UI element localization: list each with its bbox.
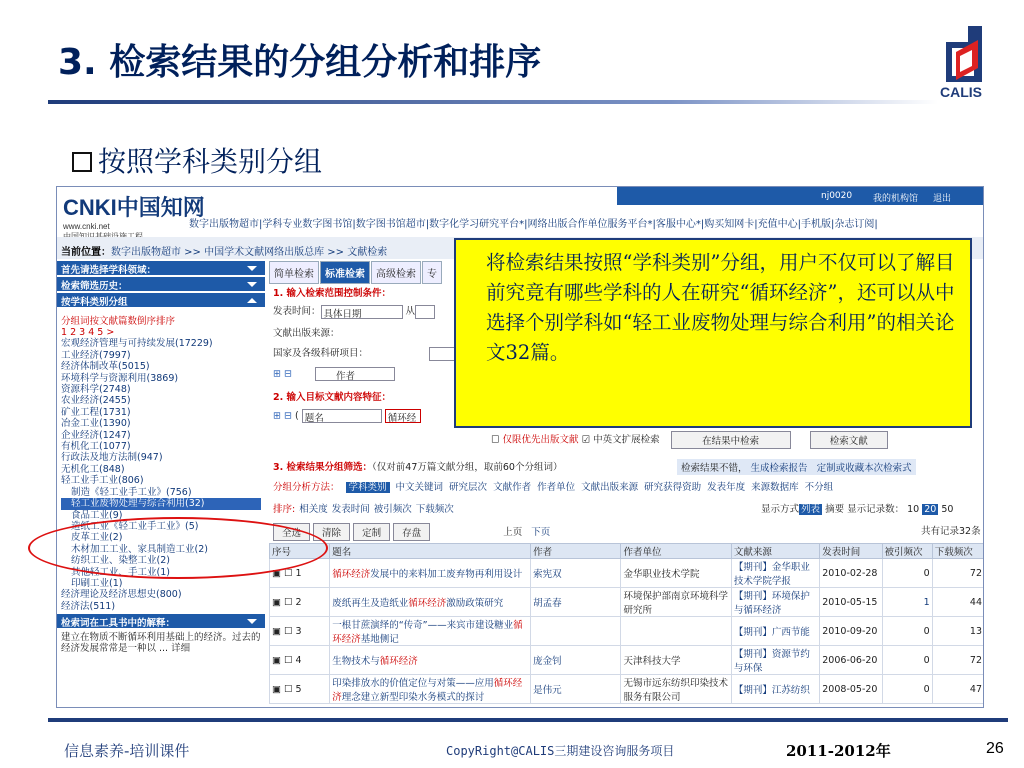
footer-left: 信息素养-培训课件 — [64, 742, 190, 760]
footer-year: 2011-2012年 — [786, 742, 891, 760]
site-header — [57, 187, 984, 233]
column-header[interactable]: 作者单位 — [621, 544, 731, 559]
tab-search-mode[interactable]: 高级检索 — [371, 261, 421, 284]
sort-by-label: 排序: — [273, 504, 296, 515]
tab-search-mode[interactable]: 简单检索 — [269, 261, 319, 284]
date-label: 发表时间： — [273, 306, 321, 317]
cn-en-checkbox[interactable]: 中英文扩展检索 — [593, 434, 660, 446]
subject-item[interactable]: 无机化工(848) — [61, 463, 125, 475]
footer-divider — [48, 718, 1008, 722]
tab-search-mode[interactable]: 专 — [422, 261, 442, 284]
next-page[interactable]: 下页 — [531, 526, 551, 538]
subject-item[interactable]: 矿业工程(1731) — [61, 406, 131, 418]
subject-item[interactable]: 有机化工(1077) — [61, 441, 131, 453]
subject-item[interactable]: 农业经济(2455) — [61, 395, 131, 407]
prev-page[interactable]: 上页 — [503, 526, 523, 538]
result-note: 检索结果不错， — [681, 463, 748, 474]
step3-note: （仅对前47万篇文献分组，取前60个分组词） — [372, 462, 563, 473]
username: nj0020 — [821, 191, 853, 201]
subject-subitem[interactable]: 纺织工业、染整工业(2) — [71, 555, 170, 567]
subject-subitem[interactable]: 印刷工业(1) — [71, 577, 123, 589]
bullet-text: 按照学科类别分组 — [98, 145, 323, 178]
results-table — [269, 543, 984, 704]
group-option[interactable]: 不分组 — [804, 482, 834, 493]
term-input[interactable]: 循环经 — [385, 409, 421, 423]
user-bar — [617, 187, 984, 205]
column-header[interactable]: 作者 — [531, 544, 621, 559]
custom-link[interactable]: 定制或收藏本次检索式 — [816, 463, 912, 474]
save-button[interactable]: 存盘 — [393, 523, 430, 541]
step3-label: 3. 检索结果分组筛选： — [273, 462, 373, 473]
cell-cite: 0 — [882, 559, 932, 588]
group-option[interactable]: 研究获得资助 — [644, 482, 702, 493]
per-page-option[interactable]: 10 — [907, 504, 920, 515]
cell-source[interactable]: 【期刊】资源节约与环保 — [731, 646, 819, 675]
cell-dl: 13 — [932, 617, 984, 646]
source-label: 文献出版来源： — [273, 328, 340, 339]
subject-item[interactable]: 工业经济(7997) — [61, 349, 131, 361]
cell-author[interactable]: 索宪双 — [531, 559, 621, 588]
subject-item[interactable]: 宏观经济管理与可持续发展(17229) — [61, 338, 213, 350]
per-page-option[interactable]: 50 — [941, 504, 954, 515]
customize-button[interactable]: 定制 — [353, 523, 390, 541]
cell-n: ▣ ☐ 1 — [270, 559, 330, 588]
cell-source[interactable]: 【期刊】环境保护与循环经济 — [731, 588, 819, 617]
group-option[interactable]: 学科类别 — [346, 482, 390, 493]
cell-date: 2010-09-20 — [820, 617, 882, 646]
page-links[interactable]: 1 2 3 4 5 > — [61, 327, 115, 338]
calis-logo-text: CALIS — [940, 84, 982, 100]
cell-source[interactable]: 【期刊】广西节能 — [731, 617, 819, 646]
report-link[interactable]: 生成检索报告 — [750, 463, 808, 474]
abstract-mode-button[interactable]: 摘要 — [825, 504, 845, 515]
cell-date: 2010-05-15 — [820, 588, 882, 617]
title-select[interactable]: 题名 — [302, 409, 382, 423]
table-row[interactable] — [270, 675, 985, 704]
per-page-option[interactable]: 20 — [924, 504, 937, 515]
total-count: 共有记录32条 — [921, 526, 981, 537]
author-select[interactable]: 作者 — [315, 367, 395, 381]
save-icon[interactable]: ▣ ☐ — [272, 596, 296, 608]
subject-subitem[interactable]: 其他轻工业、手工业(1) — [71, 566, 170, 578]
step1-label: 1. 输入检索范围控制条件： — [273, 288, 392, 299]
my-org-link[interactable]: 我的机构馆 — [873, 194, 919, 204]
title-divider — [48, 100, 938, 104]
explain-head[interactable]: 检索词在工具书中的解释： — [57, 614, 265, 628]
sort-label[interactable]: 分组词按文献篇数倒序排序 — [61, 316, 176, 327]
search-button[interactable]: 检索文献 — [810, 431, 888, 449]
subject-group-head[interactable]: 按学科类别分组 — [57, 293, 265, 307]
footer-copyright: CopyRight@CALIS三期建设咨询服务项目 — [446, 744, 675, 758]
cell-author[interactable] — [531, 617, 621, 646]
table-row[interactable] — [270, 559, 985, 588]
column-header[interactable]: 被引频次 — [882, 544, 932, 559]
cell-author[interactable]: 庞金钊 — [531, 646, 621, 675]
group-option[interactable]: 作者单位 — [537, 482, 576, 493]
list-mode-button[interactable]: 列表 — [801, 504, 821, 515]
field-select-head[interactable]: 首先请选择学科领域： — [57, 261, 265, 275]
cell-date: 2006-06-20 — [820, 646, 882, 675]
cell-dl: 47 — [932, 675, 984, 704]
subject-subitem[interactable]: 食品工业(9) — [71, 509, 123, 521]
sort-option[interactable]: 被引频次 — [373, 504, 412, 515]
cell-date: 2008-05-20 — [820, 675, 882, 704]
group-option[interactable]: 中文关键词 — [395, 482, 444, 493]
cell-unit — [621, 617, 731, 646]
subject-item[interactable]: 经济体制改革(5015) — [61, 361, 150, 373]
subject-subitem[interactable]: 轻工业废物处理与综合利用(32) — [61, 498, 261, 509]
clear-button[interactable]: 清除 — [313, 523, 350, 541]
date-from-input[interactable] — [415, 305, 435, 319]
cell-cite: 0 — [882, 617, 932, 646]
step2-label: 2. 输入目标文献内容特征： — [273, 392, 392, 403]
save-icon[interactable]: ▣ ☐ — [272, 654, 296, 666]
tab-search-mode[interactable]: 标准检索 — [320, 261, 370, 284]
sort-option[interactable]: 相关度 — [299, 504, 328, 515]
select-all-button[interactable]: 全选 — [273, 523, 310, 541]
from-label: 从 — [405, 306, 416, 317]
per-page-label: 显示记录数： — [847, 504, 905, 515]
cell-title[interactable]: 印染排放水的价值定位与对策——应用循环经济理念建立新型印染水务模式的探讨 — [330, 675, 531, 704]
cell-unit: 天津科技大学 — [621, 646, 731, 675]
cell-cite: 0 — [882, 646, 932, 675]
cell-n: ▣ ☐ 2 — [270, 588, 330, 617]
save-icon[interactable]: ▣ ☐ — [272, 567, 296, 579]
cell-author[interactable]: 胡孟春 — [531, 588, 621, 617]
bullet-point — [72, 140, 322, 180]
highlight-ellipse — [28, 517, 328, 579]
group-option[interactable]: 发表年度 — [707, 482, 746, 493]
cell-unit: 无锡市远东纺织印染技术服务有限公司 — [621, 675, 731, 704]
cell-dl: 72 — [932, 646, 984, 675]
cell-cite: 0 — [882, 675, 932, 704]
subject-item[interactable]: 企业经济(1247) — [61, 429, 131, 441]
cell-n: ▣ ☐ 4 — [270, 646, 330, 675]
column-header[interactable]: 题名 — [330, 544, 531, 559]
group-label: 分组分析方法： — [273, 482, 340, 493]
column-header[interactable]: 发表时间 — [820, 544, 882, 559]
slide-title: 3. 检索结果的分组分析和排序 — [58, 42, 542, 83]
cell-unit: 金华职业技术学院 — [621, 559, 731, 588]
subject-item[interactable]: 经济法(511) — [61, 600, 116, 612]
search-panel: 简单检索 标准检索 高级检索 专 1. 输入检索范围控制条件： 发表时间： 具体日期 从 文献出版来源： 国家及各级科研项目： ⊞ ⊟ 作者 2. 输入目标文献内容特征： ⊞ ⊟ ( 题名 循环经 ☐ 仅限优先出版文献 ☑ 中英文扩展检索 在结果中检索 检索文献 3. 检索结果分组筛选：（仅对前47万篇文献分组，取前60个分组词） 检索结果不错， 生成检索报告 定制或收藏本次检索式 分组分析方法： 学科类别 中文关键词 研究层次 文献作者 作者单位 文献出版来源 研究获得资助 发表年度 来源数据库 不分组 排序: 相关度 发表时间 被引频次 下载频次 显示方式 列表 摘要 显示记录数： 10 20 50 全选 清除 定制 存盘 上页 下页 共有记录32条 序号 题名 作者 作者单位 文献来源 发表时间 被引频次 下载频次 ▣ ☐ 1 循环经济发展中的来料加工废弃物再利用设计 索宪双 金华职业技术学院 【期刊】金华职业技术学院学报 2010-02-28 0 72 ▣ ☐ 2 废纸再生及造纸业循环经济激励政策研究 胡孟春 环境保护部南京环境科学研究所 【期刊】环境保护与循环经济 2010-05-15 1 44 ▣ ☐ 3 一根甘蔗演绎的“传奇”——来宾市建设糖业循环经济基地侧记 【期刊】广西节能 2010-09-20 0 13 ▣ ☐ 4 生物技术与循环经济 庞金钊 天津科技大学 【期刊】资源节约与环保 2006-06-20 0 72 ▣ ☐ 5 印染排放水的价值定位与对策——应用循环经济理念建立新型印染水务模式的探讨 是伟元 无锡市远东纺织印染技术服务有限公司 【期刊】江苏纺织 2008-05-20 0 47 — [269, 261, 984, 708]
left-panel — [57, 261, 265, 708]
save-icon[interactable]: ▣ ☐ — [272, 683, 296, 695]
group-option[interactable]: 研究层次 — [449, 482, 488, 493]
column-header[interactable]: 下载频次 — [932, 544, 984, 559]
subject-subitem[interactable]: 制造《轻工业手工业》(756) — [71, 486, 192, 498]
date-select[interactable]: 具体日期 — [321, 305, 403, 319]
logout-link[interactable]: 退出 — [933, 194, 952, 204]
column-header[interactable]: 序号 — [270, 544, 330, 559]
subject-item[interactable]: 行政法及地方法制(947) — [61, 452, 163, 464]
group-option[interactable]: 文献出版来源 — [581, 482, 639, 493]
cell-dl: 72 — [932, 559, 984, 588]
subject-item[interactable]: 轻工业手工业(806) — [61, 475, 144, 487]
table-row[interactable] — [270, 646, 985, 675]
column-header[interactable]: 文献来源 — [731, 544, 819, 559]
cell-title[interactable]: 一根甘蔗演绎的“传奇”——来宾市建设糖业循环经济基地侧记 — [330, 617, 531, 646]
cell-cite: 1 — [882, 588, 932, 617]
subject-item[interactable]: 冶金工业(1390) — [61, 418, 131, 430]
cell-dl: 44 — [932, 588, 984, 617]
search-in-results-button[interactable]: 在结果中检索 — [671, 431, 791, 449]
cell-source[interactable]: 【期刊】金华职业技术学院学报 — [731, 559, 819, 588]
page-number: 26 — [986, 740, 1004, 757]
site-nav[interactable]: 数字出版物超市|学科专业数字图书馆|数字图书馆超市|数字化学习研究平台*|网络出版合作单位服务平台*|客服中心*|购买知网卡|充值中心|手机版|杂志订阅| — [189, 219, 878, 230]
group-option[interactable]: 来源数据库 — [751, 482, 799, 493]
subject-subitem[interactable]: 造纸工业《轻工业手工业》(5) — [71, 520, 199, 532]
cell-author[interactable]: 是伟元 — [531, 675, 621, 704]
subject-item[interactable]: 环境科学与资源利用(3869) — [61, 372, 179, 384]
cell-title[interactable]: 废纸再生及造纸业循环经济激励政策研究 — [330, 588, 531, 617]
subject-subitem[interactable]: 木材加工工业、家具制造工业(2) — [71, 543, 208, 555]
subject-item[interactable]: 经济理论及经济思想史(800) — [61, 589, 182, 601]
display-mode-label: 显示方式 — [761, 504, 800, 515]
save-icon[interactable]: ▣ ☐ — [272, 625, 296, 637]
square-bullet-icon — [72, 152, 92, 172]
cell-n: ▣ ☐ 3 — [270, 617, 330, 646]
cell-title[interactable]: 循环经济发展中的来料加工废弃物再利用设计 — [330, 559, 531, 588]
table-row[interactable] — [270, 588, 985, 617]
group-option[interactable]: 文献作者 — [493, 482, 532, 493]
cell-date: 2010-02-28 — [820, 559, 882, 588]
filter-history-head[interactable]: 检索筛选历史： — [57, 277, 265, 291]
explain-text: 建立在物质不断循环利用基础上的经济。过去的经济发展常常是一种以 ... 详细 — [61, 632, 261, 655]
priority-checkbox[interactable]: 仅限优先出版文献 — [502, 434, 579, 446]
subject-subitem[interactable]: 皮革工业(2) — [71, 532, 123, 544]
cell-title[interactable]: 生物技术与循环经济 — [330, 646, 531, 675]
breadcrumb: 当前位置：数字出版物超市 >> 中国学术文献网络出版总库 >> 文献检索 — [57, 237, 984, 259]
sort-option[interactable]: 发表时间 — [331, 504, 370, 515]
cell-n: ▣ ☐ 5 — [270, 675, 330, 704]
sort-option[interactable]: 下载频次 — [415, 504, 454, 515]
table-row[interactable] — [270, 617, 985, 646]
cell-source[interactable]: 【期刊】江苏纺织 — [731, 675, 819, 704]
callout-box: 将检索结果按照“学科类别”分组，用户不仅可以了解目前究竟有哪些学科的人在研究“循环经济”，还可以从中选择个别学科如“轻工业废物处理与综合利用”的相关论文32篇。 — [454, 238, 972, 428]
cnki-logo: CNKI中国知网 www.cnki.net — [63, 195, 205, 231]
cell-unit: 环境保护部南京环境科学研究所 — [621, 588, 731, 617]
subject-item[interactable]: 资源科学(2748) — [61, 384, 131, 396]
fund-label: 国家及各级科研项目： — [273, 348, 369, 359]
